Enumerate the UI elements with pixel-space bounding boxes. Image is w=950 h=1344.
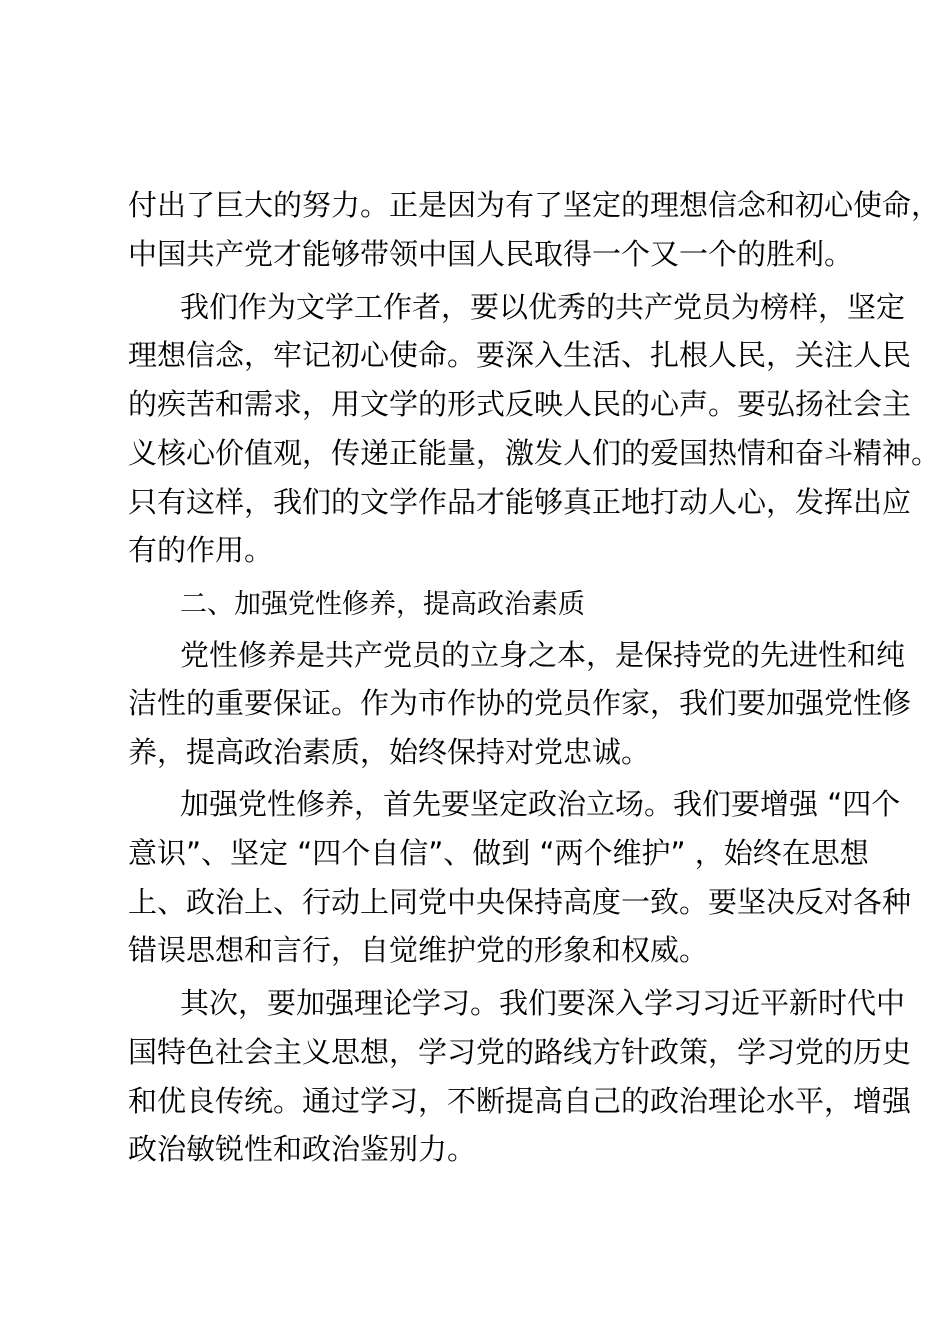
text-line: 洁性的重要保证。作为市作协的党员作家，我们要加强党性修	[128, 686, 912, 720]
text-line: 意识”、坚定 “四个自信”、做到 “两个维护” ，始终在思想	[128, 836, 869, 870]
text-line: 国特色社会主义思想，学习党的路线方针政策，学习党的历史	[128, 1035, 912, 1069]
text-line: 和优良传统。通过学习，不断提高自己的政治理论水平，增强	[128, 1084, 912, 1118]
text-line: 错误思想和言行，自觉维护党的形象和权威。	[128, 933, 709, 967]
text-line: 上、政治上、行动上同党中央保持高度一致。要坚决反对各种	[128, 885, 912, 919]
text-line: 政治敏锐性和政治鉴别力。	[128, 1132, 477, 1166]
text-line: 的疾苦和需求，用文学的形式反映人民的心声。要弘扬社会主	[128, 387, 912, 421]
text-line: 只有这样，我们的文学作品才能够真正地打动人心，发挥出应	[128, 485, 912, 519]
text-line: 养，提高政治素质，始终保持对党忠诚。	[128, 735, 651, 769]
text-line: 义核心价值观，传递正能量，激发人们的爱国热情和奋斗精神。	[128, 436, 941, 470]
text-line: 理想信念，牢记初心使命。要深入生活、扎根人民，关注人民	[128, 338, 912, 372]
section-heading: 二、加强党性修养，提高政治素质	[180, 589, 585, 620]
paragraph-start-line: 我们作为文学工作者，要以优秀的共产党员为榜样，坚定	[180, 290, 906, 324]
paragraph-start-line: 加强党性修养，首先要坚定政治立场。我们要增强 “四个	[180, 787, 901, 821]
paragraph-start-line: 其次，要加强理论学习。我们要深入学习习近平新时代中	[180, 986, 906, 1020]
paragraph-start-line: 党性修养是共产党员的立身之本，是保持党的先进性和纯	[180, 638, 906, 672]
text-line: 中国共产党才能够带领中国人民取得一个又一个的胜利。	[128, 237, 854, 271]
text-line: 付出了巨大的努力。正是因为有了坚定的理想信念和初心使命，	[128, 188, 941, 222]
text-line: 有的作用。	[128, 533, 274, 567]
